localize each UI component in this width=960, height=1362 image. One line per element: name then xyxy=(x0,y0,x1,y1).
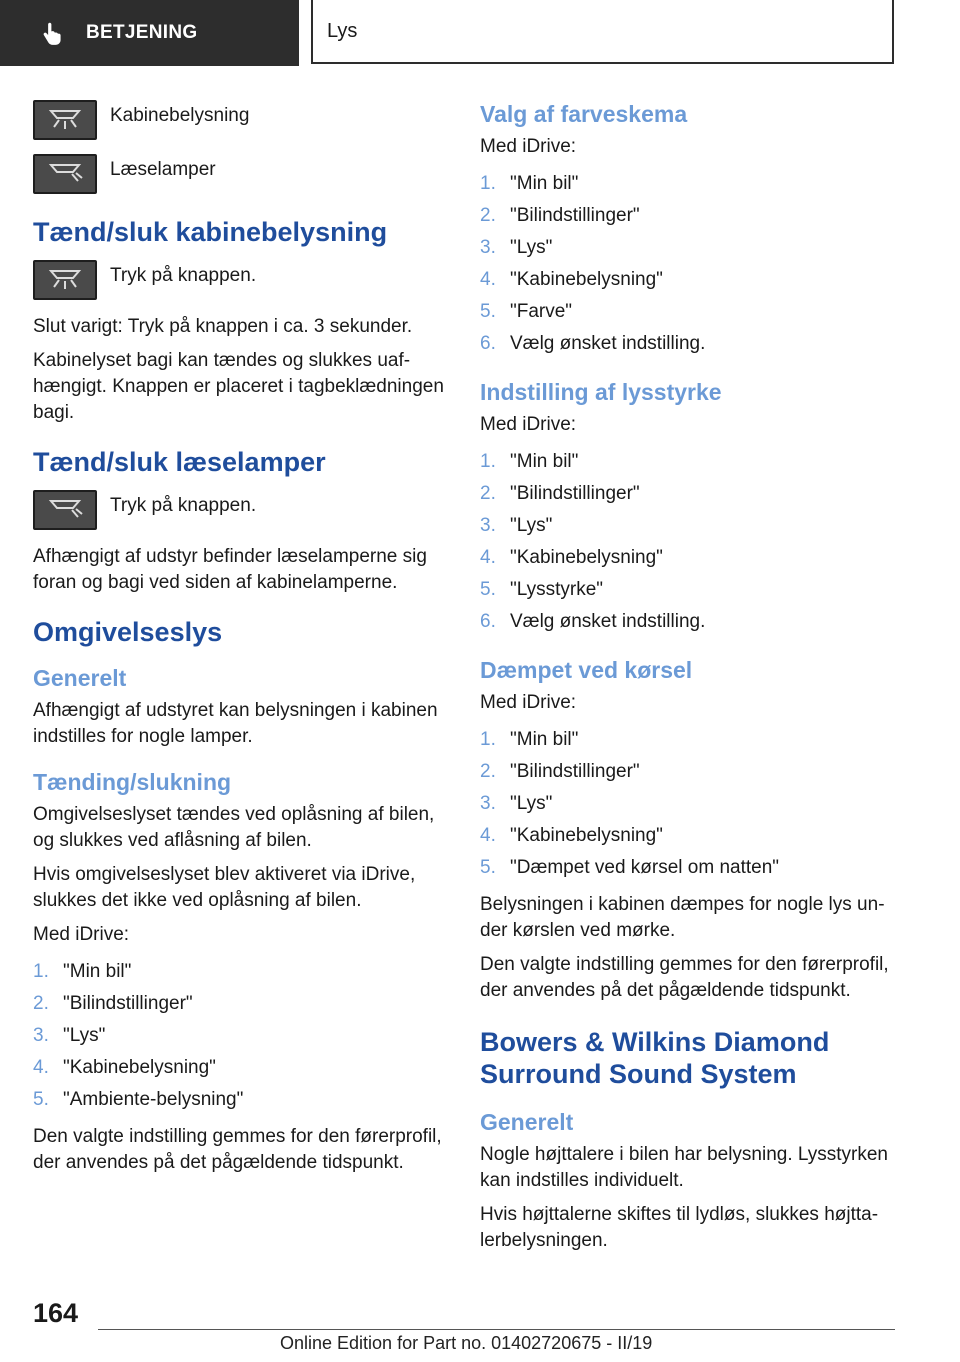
cabin-light-instruction-text: Tryk på knappen. xyxy=(110,265,257,286)
paragraph: Den valgte indstilling gemmes for den førerprofil, der anvendes på det pågældende tidspunkt. xyxy=(33,1126,442,1173)
list-item: 5. "Ambiente-belysning" xyxy=(33,1089,244,1110)
paragraph: Kabinelyset bagi kan tændes og slukkes uafhængigt. Knappen er placeret i tagbeklædningen bagi. xyxy=(33,350,444,423)
ambient-steps-list xyxy=(33,956,453,1116)
list-item: 1. "Min bil" xyxy=(480,173,579,194)
paragraph: Slut varigt: Tryk på knappen i ca. 3 sekunder. xyxy=(33,316,413,337)
paragraph: Afhængigt af udstyr befinder læselamperne sig foran og bagi ved siden af kabinelamperne. xyxy=(33,546,427,593)
list-item: 3. "Lys" xyxy=(33,1025,106,1046)
list-item: 4. "Kabinebelysning" xyxy=(480,269,663,290)
reading-lamp-instruction xyxy=(33,490,453,530)
list-item: 2. "Bilindstillinger" xyxy=(480,205,640,226)
paragraph: Nogle højttalere i bilen har belysning. Lysstyrken kan indstilles individuelt. xyxy=(480,1144,888,1191)
list-item: 3. "Lys" xyxy=(480,515,553,536)
dimmed-steps-list xyxy=(480,724,900,884)
footer-divider xyxy=(98,1329,895,1330)
cabin-light-instruction xyxy=(33,260,453,300)
dimmed-heading: Dæmpet ved kørsel xyxy=(480,657,693,683)
brightness-heading: Indstilling af lysstyrke xyxy=(480,379,722,405)
ambient-switch-heading: Tænding/slukning xyxy=(33,769,232,795)
paragraph: Med iDrive: xyxy=(480,414,577,435)
cabin-light-icon xyxy=(33,100,97,140)
paragraph: Omgivelseslyset tændes ved oplåsning af bilen, og slukkes ved aflåsning af bilen. xyxy=(33,804,435,851)
chapter-tab xyxy=(311,0,894,64)
page-header xyxy=(0,0,960,66)
reading-lamp-icon xyxy=(33,490,97,530)
left-column xyxy=(33,100,453,1184)
right-column xyxy=(480,100,900,1262)
list-item: 6. Vælg ønsket indstilling. xyxy=(480,611,706,632)
reading-lamp-icon xyxy=(33,154,97,194)
paragraph: Med iDrive: xyxy=(480,136,577,157)
legend-row-cabin xyxy=(33,100,453,140)
cabin-light-icon xyxy=(33,260,97,300)
list-item: 1. "Min bil" xyxy=(480,451,579,472)
list-item: 5. "Dæmpet ved kørsel om natten" xyxy=(480,857,780,878)
paragraph: Den valgte indstilling gemmes for den førerprofil, der anvendes på det pågældende tidspunkt. xyxy=(480,954,889,1001)
list-item: 5. "Lysstyrke" xyxy=(480,579,604,600)
section-tab xyxy=(0,0,299,66)
list-item: 6. Vælg ønsket indstilling. xyxy=(480,333,706,354)
paragraph: Med iDrive: xyxy=(33,924,130,945)
reading-lamp-instruction-text: Tryk på knappen. xyxy=(110,495,257,516)
brightness-steps-list xyxy=(480,446,900,638)
list-item: 2. "Bilindstillinger" xyxy=(480,483,640,504)
list-item: 2. "Bilindstillinger" xyxy=(33,993,193,1014)
paragraph: Hvis omgivelseslyset blev aktiveret via iDrive, slukkes det ikke ved oplåsning af bilen. xyxy=(33,864,416,911)
legend-label-cabin: Kabinebelysning xyxy=(110,105,250,126)
list-item: 3. "Lys" xyxy=(480,237,553,258)
legend-row-reading xyxy=(33,154,453,194)
list-item: 2. "Bilindstillinger" xyxy=(480,761,640,782)
edition-note: Online Edition for Part no. 01402720675 - II/19 xyxy=(280,1333,653,1353)
list-item: 3. "Lys" xyxy=(480,793,553,814)
legend-label-reading: Læselamper xyxy=(110,159,216,180)
cabin-light-heading: Tænd/sluk kabinebelysning xyxy=(33,217,388,247)
hand-pointer-icon xyxy=(40,20,66,46)
list-item: 1. "Min bil" xyxy=(33,961,132,982)
list-item: 4. "Kabinebelysning" xyxy=(480,547,663,568)
list-item: 4. "Kabinebelysning" xyxy=(480,825,663,846)
section-title: BETJENING xyxy=(86,22,198,43)
color-scheme-heading: Valg af farveskema xyxy=(480,101,688,127)
paragraph: Belysningen i kabinen dæmpes for nogle lys under kørslen ved mørke. xyxy=(480,894,885,941)
paragraph: Afhængigt af udstyret kan belysningen i kabinen indstilles for nogle lamper. xyxy=(33,700,438,747)
page-number: 164 xyxy=(33,1298,79,1328)
list-item: 4. "Kabinebelysning" xyxy=(33,1057,216,1078)
bw-heading: Bowers & Wilkins Diamond Surround Sound System xyxy=(480,1027,830,1089)
chapter-title: Lys xyxy=(327,19,358,42)
paragraph: Hvis højttalerne skiftes til lydløs, slukkes højttalerbelysningen. xyxy=(480,1204,879,1251)
list-item: 5. "Farve" xyxy=(480,301,573,322)
color-steps-list xyxy=(480,168,900,360)
ambient-heading: Omgivelseslys xyxy=(33,617,223,647)
ambient-general-heading: Generelt xyxy=(33,665,127,691)
paragraph: Med iDrive: xyxy=(480,692,577,713)
reading-lamp-heading: Tænd/sluk læselamper xyxy=(33,447,326,477)
list-item: 1. "Min bil" xyxy=(480,729,579,750)
bw-general-heading: Generelt xyxy=(480,1109,574,1135)
